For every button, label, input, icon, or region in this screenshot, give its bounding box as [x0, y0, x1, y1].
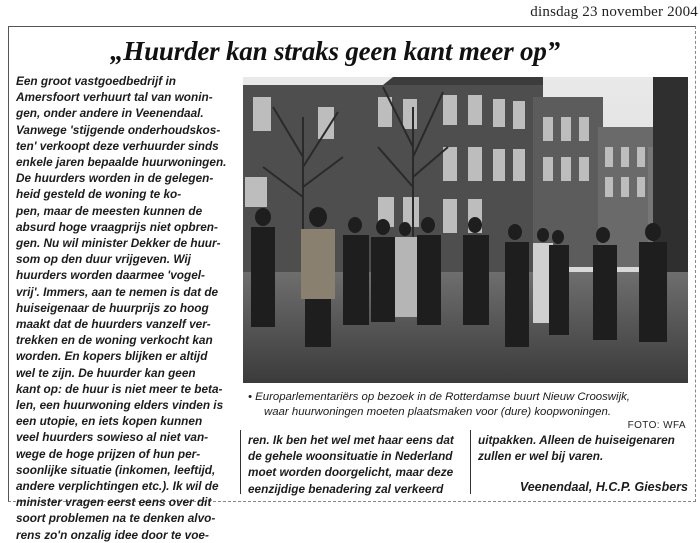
article-right-column — [478, 432, 688, 464]
caption-line: • Europarlementariërs op bezoek in de Rotterdamse buurt Nieuw Crooswijk, — [248, 391, 630, 403]
text-line: ren. Ik ben het wel met haar eens dat — [248, 433, 454, 447]
text-line: pen, maar de meesten kunnen de — [16, 203, 203, 218]
text-line: soort problemen na te denken alvo- — [16, 511, 216, 526]
text-line: De huurders worden in de gelegen- — [16, 171, 214, 186]
text-line: heid gesteld de woning te ko- — [16, 187, 182, 202]
text-line: len, een huurwoning elders vinden is — [16, 398, 224, 413]
text-line: Een groot vastgoedbedrijf in — [16, 74, 176, 88]
text-line: wege de hoge prijzen of hun per- — [16, 446, 201, 461]
text-line: enkele jaren bepaalde huurwoningen. — [16, 155, 227, 170]
dateline: dinsdag 23 november 2004 — [530, 4, 698, 20]
text-line: vrij'. Immers, aan te nemen is dat de — [16, 284, 219, 299]
text-line: zullen er wel bij varen. — [478, 449, 604, 464]
text-line: gen, onder andere in Veenendaal. — [16, 106, 204, 121]
author-signature: Veenendaal, H.C.P. Giesbers — [519, 480, 688, 494]
text-line: worden. En kopers blijken er altijd — [16, 349, 208, 364]
caption-line: waar huurwoningen moeten plaatsmaken voor (dure) koopwoningen. — [264, 405, 611, 418]
text-line: een utopie, en iets kopen kunnen — [16, 414, 203, 429]
text-line: wel te zijn. De huurder kan geen — [16, 365, 196, 380]
photo-street-scene — [243, 77, 688, 383]
text-line: eenzijdige benadering zal verkeerd — [248, 481, 444, 496]
text-line: uitpakken. Alleen de huiseigenaren — [478, 433, 675, 447]
article-middle-column — [248, 432, 468, 497]
text-line: som op den duur vrijgeven. Wij — [16, 252, 191, 267]
text-line: ten' verkoopt deze verhuurder sinds — [16, 138, 219, 153]
photo-credit: FOTO: WFA — [627, 420, 686, 431]
text-line: huurders worden daarmee 'vogel- — [16, 268, 205, 283]
news-photo — [243, 77, 688, 383]
text-line: kant op: de huur is niet meer te beta- — [16, 381, 223, 396]
text-line: gen. Nu wil minister Dekker de huur- — [16, 236, 221, 251]
text-line: veel huurders sowieso al niet van- — [16, 430, 209, 445]
photo-caption — [248, 390, 688, 419]
text-line: moet worden doorgelicht, maar deze — [248, 465, 454, 480]
text-line: andere verplichtingen etc.). Ik wil de — [16, 479, 219, 494]
text-line: soonlijke situatie (inkomen, leeftijd, — [16, 462, 216, 477]
text-line: huiseigenaar de huurprijs zo hoog — [16, 300, 209, 315]
column-divider — [240, 430, 241, 494]
text-line: Vanwege 'stijgende onderhoudskos- — [16, 122, 221, 137]
text-line: absurd hoge vraagprijs niet opbren- — [16, 219, 218, 234]
text-line: trekken en de woning verkocht kan — [16, 333, 213, 348]
text-line: maakt dat de huurders vanzelf ver- — [16, 317, 211, 332]
text-line: de gehele woonsituatie in Nederland — [248, 449, 453, 464]
text-line: rens zo'n onzalig idee door te voe- — [16, 527, 209, 542]
text-line: minister vragen eerst eens over dit — [16, 495, 212, 510]
column-divider — [470, 430, 471, 494]
headline: „Huurder kan straks geen kant meer op” — [110, 36, 560, 66]
text-line: Amersfoort verhuurt tal van wonin- — [16, 90, 213, 105]
article-left-column — [16, 73, 238, 543]
